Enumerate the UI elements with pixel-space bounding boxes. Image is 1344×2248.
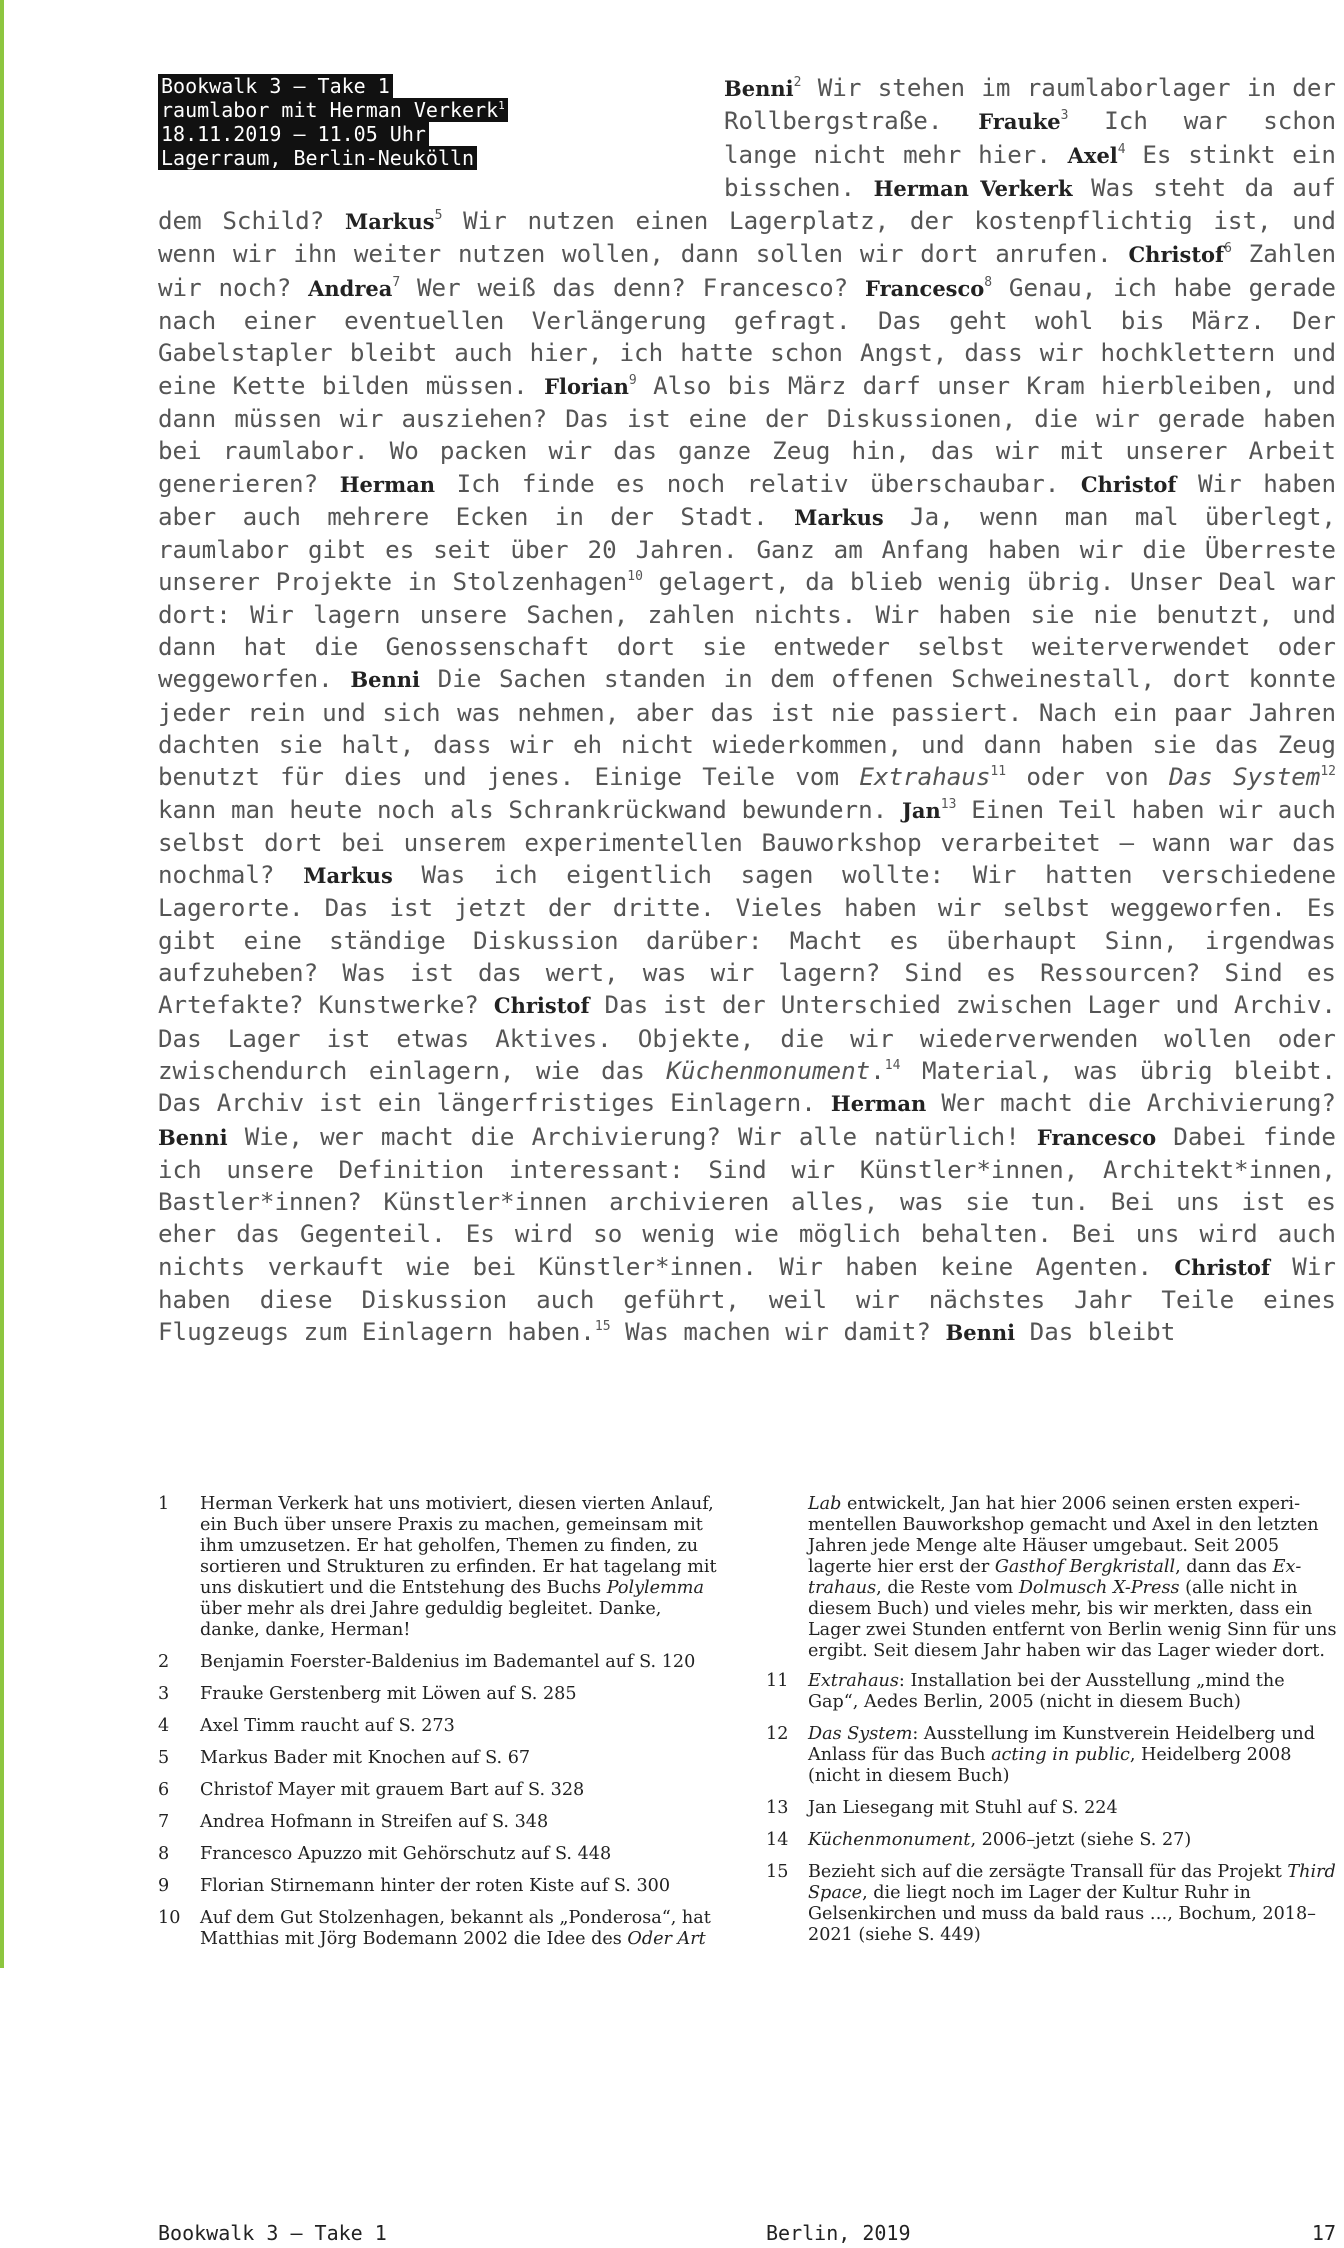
footnote-title: Dolmusch X-Press (1018, 1578, 1180, 1598)
footnote-title: acting in public (991, 1745, 1130, 1765)
footnote-text: Florian Stirnemann hinter der roten Kiste auf S. 300 (200, 1876, 671, 1896)
footnote-ref: 11 (990, 764, 1007, 780)
transcript-text: Material, was übrig bleibt. Das Archiv ist ein längerfristiges Einlagern. (158, 1056, 1336, 1118)
speaker-name: Herman Verkerk (873, 175, 1073, 201)
footnote-item (158, 1908, 718, 1950)
speaker-name: Benni (945, 1320, 1016, 1346)
footnote-ref: 13 (940, 796, 957, 812)
speaker-name: Markus (345, 209, 435, 235)
footnote-text: Axel Timm raucht auf S. 273 (200, 1716, 455, 1736)
footnote-ref: 8 (984, 274, 993, 290)
footnote-number: 10 (158, 1908, 181, 1928)
header-spacer (158, 72, 724, 201)
transcript-text: gelagert, da blieb wenig übrig. Unser Deal war dort: Wir lagern unsere Sachen, zahlen nichts. Wir haben sie nie benutzt, und dann hat die Genossenschaft dort sie entweder selbst weiterverwendet oder weggeworfen. (158, 568, 1336, 694)
transcript-body (158, 72, 1336, 1350)
footnote-body (200, 1876, 718, 1897)
footnote-body (200, 1844, 718, 1865)
footnote-text: : Ausstellung im Kunstverein Heidelberg und Anlass für das Buch (808, 1724, 1315, 1765)
transcript-text: Ich finde es noch relativ überschaubar. (435, 469, 1081, 498)
footnote-item (766, 1671, 1340, 1713)
footnotes-left-column (158, 1494, 718, 1961)
transcript-text: Das ist der Unterschied zwischen Lager und Archiv. Das Lager ist etwas Aktives. Objekte, die wir wiederverwenden wollen oder zwischendurch einlagern, wie das (158, 991, 1336, 1085)
footnote-text: Jan Liesegang mit Stuhl auf S. 224 (808, 1798, 1118, 1818)
work-title: Extrahaus (859, 763, 991, 792)
footnote-ref: 1 (498, 99, 505, 112)
footnote-item (158, 1716, 718, 1737)
footnote-number: 1 (158, 1494, 170, 1514)
footnote-body (808, 1724, 1340, 1787)
footnote-ref: 2 (793, 75, 802, 90)
footnote-text: Andrea Hofmann in Streifen auf S. 348 (200, 1812, 549, 1832)
footnote-ref: 10 (627, 569, 643, 585)
footnote-title: Gasthof Bergkristall (994, 1557, 1176, 1577)
footnote-item (158, 1780, 718, 1801)
speaker-name: Axel (1067, 142, 1118, 168)
footnote-item (766, 1798, 1340, 1819)
speaker-name: Francesco (1036, 1124, 1157, 1150)
footnote-number: 13 (766, 1798, 789, 1818)
header-datetime: 18.11.2019 – 11.05 Uhr (158, 122, 429, 146)
footnote-body (200, 1684, 718, 1705)
footnote-number: 7 (158, 1812, 170, 1832)
transcript-text: Zahlen wir noch? (158, 240, 1336, 302)
footnote-body (808, 1862, 1340, 1946)
footnote-body (200, 1716, 718, 1737)
footnote-number: 11 (766, 1671, 789, 1691)
speaker-name: Christof (493, 993, 590, 1019)
footnote-number: 15 (766, 1862, 789, 1882)
footnote-item (158, 1876, 718, 1897)
footnote-text: , die liegt noch im Lager der Kultur Ruhr in Gelsenkirchen und muss da bald raus …, Bochum, 2018–2021 (siehe S. 449) (808, 1883, 1316, 1945)
footnote-number: 8 (158, 1844, 170, 1864)
transcript-text: oder von (1006, 763, 1169, 792)
footnote-text: Bezieht sich auf die zersägte Transall für das Projekt (808, 1862, 1288, 1882)
speaker-name: Francesco (865, 275, 985, 301)
footnote-title: Lab (808, 1494, 842, 1514)
speaker-name: Christof (1128, 242, 1225, 268)
footnote-item (158, 1748, 718, 1769)
header-participants-text: raumlabor mit Herman Verkerk (161, 98, 499, 122)
footnote-title: Das System (808, 1724, 913, 1744)
footnote-text: Herman Verkerk hat uns motiviert, diesen vierten Anlauf, ein Buch über unsere Praxis zu machen, gemeinsam mit ihm umzusetzen. Er hat geholfen, Themen zu finden, zu sortieren und Strukturen zu erfinden. Er hat tagelang mit uns diskutiert und die Entstehung des Buchs (200, 1494, 717, 1598)
speaker-name: Christof (1080, 471, 1177, 497)
speaker-name: Christof (1174, 1254, 1270, 1280)
footnote-body (200, 1780, 718, 1801)
footnote-ref: 4 (1117, 141, 1126, 157)
footnote-item (766, 1862, 1340, 1946)
footnote-item (158, 1652, 718, 1673)
footnote-body (808, 1798, 1340, 1819)
transcript-text: Was ich eigentlich sagen wollte: Wir hatten verschiedene Lagerorte. Das ist jetzt der dritte. Vieles haben wir selbst weggeworfen. Es gibt eine ständige Diskussion darüber: Macht es überhaupt Sinn, irgendwas aufzuheben? Was ist das wert, was wir lagern? Sind es Ressourcen? Sind es Artefakte? Kunstwerke? (158, 861, 1337, 1020)
footnote-title: Extrahaus (808, 1671, 899, 1691)
transcript-text: Wir stehen im raumlaborlager in der Rollbergstraße. (724, 74, 1336, 136)
footnote-ref: 9 (628, 372, 637, 388)
footnote-text: Markus Bader mit Knochen auf S. 67 (200, 1748, 531, 1768)
footer-place-year: Berlin, 2019 (766, 2221, 911, 2245)
footnote-body (200, 1494, 718, 1641)
footnote-body (200, 1652, 718, 1673)
footnote-title: Third Space (808, 1862, 1336, 1903)
footnote-text: Auf dem Gut Stolzenhagen, bekannt als „Ponderosa“, hat Matthias mit Jörg Bodemann 2002 die Idee des (200, 1908, 711, 1949)
transcript-text: Ja, wenn man mal überlegt, raumlabor gibt es seit über 20 Jahren. Ganz am Anfang haben wir die Überreste unserer Projekte in Stolzenhagen (158, 502, 1336, 597)
footnote-ref: 5 (434, 208, 443, 224)
footnotes-right-column (766, 1494, 1340, 1957)
footnote-title: Oder Art (627, 1929, 706, 1949)
footnote-number: 6 (158, 1780, 170, 1800)
footnote-text: (alle nicht in diesem Buch) und vieles mehr, bis wir merkten, dass ein Lager zwei Stunden entfernt von Berlin wenig Sinn für uns ergibt. Seit diesem Jahr haben wir das Lager wieder dort. (808, 1578, 1337, 1661)
footnote-number: 12 (766, 1724, 789, 1744)
footnote-text: Christof Mayer mit grauem Bart auf S. 328 (200, 1780, 585, 1800)
transcript-text: Wir haben aber auch mehrere Ecken in der Stadt. (158, 469, 1337, 531)
footnote-number: 2 (158, 1652, 170, 1672)
footnote-ref: 7 (392, 274, 401, 290)
transcript-text: Was steht da auf dem Schild? (158, 173, 1336, 236)
footnote-number: 3 (158, 1684, 170, 1704)
speaker-name: Jan (901, 797, 941, 823)
transcript-text: Ich war schon lange nicht mehr hier. (724, 107, 1337, 169)
footer-title: Bookwalk 3 – Take 1 (158, 2221, 387, 2245)
footnote-item (158, 1494, 718, 1641)
transcript-text: Wer macht die Archivierung? (926, 1089, 1336, 1118)
speaker-name: Herman (830, 1091, 927, 1117)
footnote-text: über mehr als drei Jahre geduldig begleitet. Danke, danke, danke, Herman! (200, 1599, 662, 1640)
footnote-text: entwickelt, Jan hat hier 2006 seinen ersten experimentellen Bauworkshop gemacht und Axel in den letzten Jahren jede Menge alte Häuser umgebaut. Seit 2005 lagerte hier erst der (808, 1494, 1319, 1577)
speaker-name: Herman (339, 471, 436, 497)
footnote-item (766, 1724, 1340, 1787)
transcript-text: Also bis März darf unser Kram hierbleiben, und dann müssen wir ausziehen? Das ist eine der Diskussionen, die wir gerade haben bei raumlabor. Wo packen wir das ganze Zeug hin, das wir mit unserer Arbeit generieren? (158, 371, 1336, 498)
speaker-name: Markus (794, 504, 884, 530)
footnote-number-blank (766, 1494, 808, 1662)
footnote-item (766, 1830, 1340, 1851)
margin-accent-line (0, 0, 4, 1968)
header-location: Lagerraum, Berlin-Neukölln (158, 146, 477, 170)
transcript-text: Die Sachen standen in dem offenen Schweinestall, dort konnte jeder rein und sich was nehmen, aber das ist nie passiert. Nach ein paar Jahren dachten sie halt, dass wir eh nicht wiederkommen, und dann haben sie das Zeug benutzt für dies und jenes. Einige Teile vom (158, 665, 1336, 792)
transcript-text: Was machen wir damit? (610, 1318, 946, 1347)
transcript-text: Dabei finde ich unsere Definition interessant: Sind wir Künstler*innen, Architekt*innen, Bastler*innen? Künstler*innen archivieren alles, was sie tun. Bei uns ist es eher das Gegenteil. Es wird so wenig wie möglich behalten. Bei uns wird auch nichts verkauft wie bei Künstler*innen. Wir haben keine Agenten. (158, 1122, 1336, 1281)
footnote-body (808, 1494, 1340, 1662)
speaker-name: Frauke (978, 109, 1061, 135)
footnote-title: Extrahaus (808, 1557, 1302, 1598)
header-title: Bookwalk 3 – Take 1 (158, 74, 393, 98)
footnote-title: Polylemma (606, 1578, 704, 1598)
transcript-text: Das bleibt (1015, 1318, 1176, 1347)
transcript-text: Wer weiß das denn? Francesco? (400, 273, 866, 302)
speaker-name: Benni (724, 76, 794, 101)
footnote-text: , Heidelberg 2008 (nicht in diesem Buch) (808, 1745, 1292, 1786)
footnote-number: 9 (158, 1876, 170, 1896)
work-title: Küchenmonument (666, 1056, 871, 1085)
footnote-item (158, 1684, 718, 1705)
footnote-ref: 14 (884, 1057, 901, 1073)
work-title: Das System (1168, 763, 1321, 792)
transcript-text: Wie, wer macht die Archivierung? Wir alle natürlich! (227, 1122, 1037, 1151)
footnote-number: 4 (158, 1716, 170, 1736)
transcript-text: kann man heute noch als Schrankrückwand bewundern. (158, 795, 902, 824)
footnote-body (200, 1812, 718, 1833)
footnote-ref: 6 (1224, 241, 1232, 257)
transcript-text: Wir haben diese Diskussion auch geführt, weil wir nächstes Jahr Teile eines Flugzeugs zum Einlagern haben. (158, 1252, 1336, 1347)
speaker-name: Markus (303, 863, 393, 889)
footnote-body (200, 1748, 718, 1769)
footnote-text: , die Reste vom (876, 1578, 1019, 1598)
footnote-item (158, 1844, 718, 1865)
footnote-body (808, 1830, 1340, 1851)
transcript-text: Wir nutzen einen Lagerplatz, der kostenpflichtig ist, und wenn wir ihn weiter nutzen wollen, dann sollen wir dort anrufen. (158, 207, 1336, 269)
footnote-ref: 3 (1060, 108, 1069, 124)
footnote-number: 14 (766, 1830, 789, 1850)
page-number: 17 (1311, 2221, 1336, 2245)
transcript-text: Es stinkt ein bisschen. (724, 140, 1336, 202)
footnote-text: , 2006–jetzt (siehe S. 27) (970, 1830, 1192, 1850)
speaker-name: Andrea (308, 275, 393, 301)
footnote-ref: 15 (594, 1319, 611, 1335)
speaker-name: Benni (350, 667, 421, 693)
footnote-continuation (766, 1494, 1340, 1662)
footnote-text: Francesco Apuzzo mit Gehörschutz auf S. 448 (200, 1844, 612, 1864)
footnote-text: Frauke Gerstenberg mit Löwen auf S. 285 (200, 1684, 577, 1704)
footnote-text: , dann das (1175, 1557, 1273, 1577)
footnote-title: Küchenmonument (808, 1830, 971, 1850)
footnote-ref: 12 (1320, 764, 1337, 780)
footnote-body (200, 1908, 718, 1950)
footnote-text: : Installation bei der Ausstellung „mind the Gap“, Aedes Berlin, 2005 (nicht in diesem Buch) (808, 1671, 1285, 1712)
transcript-text: Einen Teil haben wir auch selbst dort bei unserem experimentellen Bauworkshop verarbeitet – wann war das nochmal? (158, 795, 1336, 890)
speaker-name: Benni (158, 1124, 228, 1150)
footnote-text: Benjamin Foerster-Baldenius im Bademantel auf S. 120 (200, 1652, 696, 1672)
transcript-text: Genau, ich habe gerade nach einer eventuellen Verlängerung gefragt. Das geht wohl bis März. Der Gabelstapler bleibt auch hier, ich hatte schon Angst, dass wir hochklettern und eine Kette bilden müssen. (158, 273, 1336, 400)
footnote-item (158, 1812, 718, 1833)
footnote-number: 5 (158, 1748, 170, 1768)
transcript-text: . (870, 1056, 885, 1085)
footnote-body (808, 1671, 1340, 1713)
speaker-name: Florian (544, 373, 629, 399)
